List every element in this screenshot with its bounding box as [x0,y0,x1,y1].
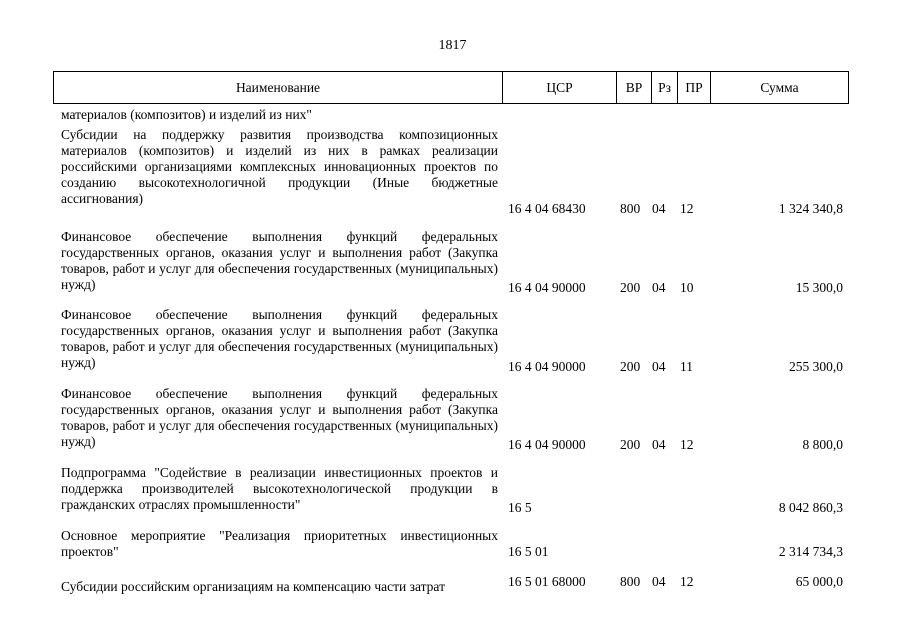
row-name: Финансовое обеспечение выполнения функций федеральных государственных органов, оказания услуг и выполнения работ (Закупка товаров, работ и услуг для обеспечения государственных (муниципальных) нужд) [61,386,498,449]
row-sum: 1 324 340,8 [778,201,843,216]
header-rz: Рз [652,72,678,103]
row-pr: 11 [680,359,693,374]
row-vr: 200 [620,359,641,374]
row-sum: 65 000,0 [795,574,843,589]
row-sum: 255 300,0 [789,359,843,374]
table-header [53,71,849,104]
row-vr: 200 [620,437,641,452]
row-name: Финансовое обеспечение выполнения функций федеральных государственных органов, оказания услуг и выполнения работ (Закупка товаров, работ и услуг для обеспечения государственных (муниципальных) нужд) [61,307,498,370]
row-rz: 04 [652,201,666,216]
row-name: Субсидии российским организациям на компенсацию части затрат [61,579,445,594]
row-sum: 8 042 860,3 [778,500,843,515]
row-name: Подпрограмма "Содействие в реализации инвестиционных проектов и поддержка производителей высокотехнологической продукции в гражданских отраслях промышленности" [61,465,498,512]
row-rz: 04 [652,574,666,589]
row-rz: 04 [652,359,666,374]
row-csr: 16 5 01 [508,544,549,559]
row-csr: 16 5 [508,500,532,515]
row-sum: 15 300,0 [795,280,843,295]
row-pr: 10 [680,280,694,295]
row-name: Основное мероприятие "Реализация приоритетных инвестиционных проектов" [61,528,498,559]
row-rz: 04 [652,280,666,295]
row-csr: 16 5 01 68000 [508,574,586,589]
header-sum: Сумма [760,79,799,95]
row-rz: 04 [652,437,666,452]
row-vr: 800 [620,574,641,589]
row-name: Финансовое обеспечение выполнения функций федеральных государственных органов, оказания услуг и выполнения работ (Закупка товаров, работ и услуг для обеспечения государственных (муниципальных) нужд) [61,229,498,292]
row-sum: 2 314 734,3 [778,544,843,559]
row-pr: 12 [680,201,694,216]
row-csr: 16 4 04 90000 [508,437,586,452]
header-pr: ПР [678,72,711,103]
row-csr: 16 4 04 68430 [508,201,586,216]
row-pr: 12 [680,574,694,589]
row-csr: 16 4 04 90000 [508,359,586,374]
page-number: 1817 [438,38,467,53]
row-vr: 800 [620,201,641,216]
row-csr: 16 4 04 90000 [508,280,586,295]
header-name: Наименование [54,72,503,103]
row-vr: 200 [620,280,641,295]
continuation-text: материалов (композитов) и изделий из них" [61,107,312,122]
header-vr: ВР [617,72,652,103]
row-name: Субсидии на поддержку развития производства композиционных материалов (композитов) и изделий из них в рамках реализации российскими организациями комплексных инновационных проектов по созданию высокотехнологичной продукции (Иные бюджетные ассигнования) [61,127,498,206]
header-csr: ЦСР [503,72,617,103]
row-pr: 12 [680,437,694,452]
row-sum: 8 800,0 [802,437,843,452]
